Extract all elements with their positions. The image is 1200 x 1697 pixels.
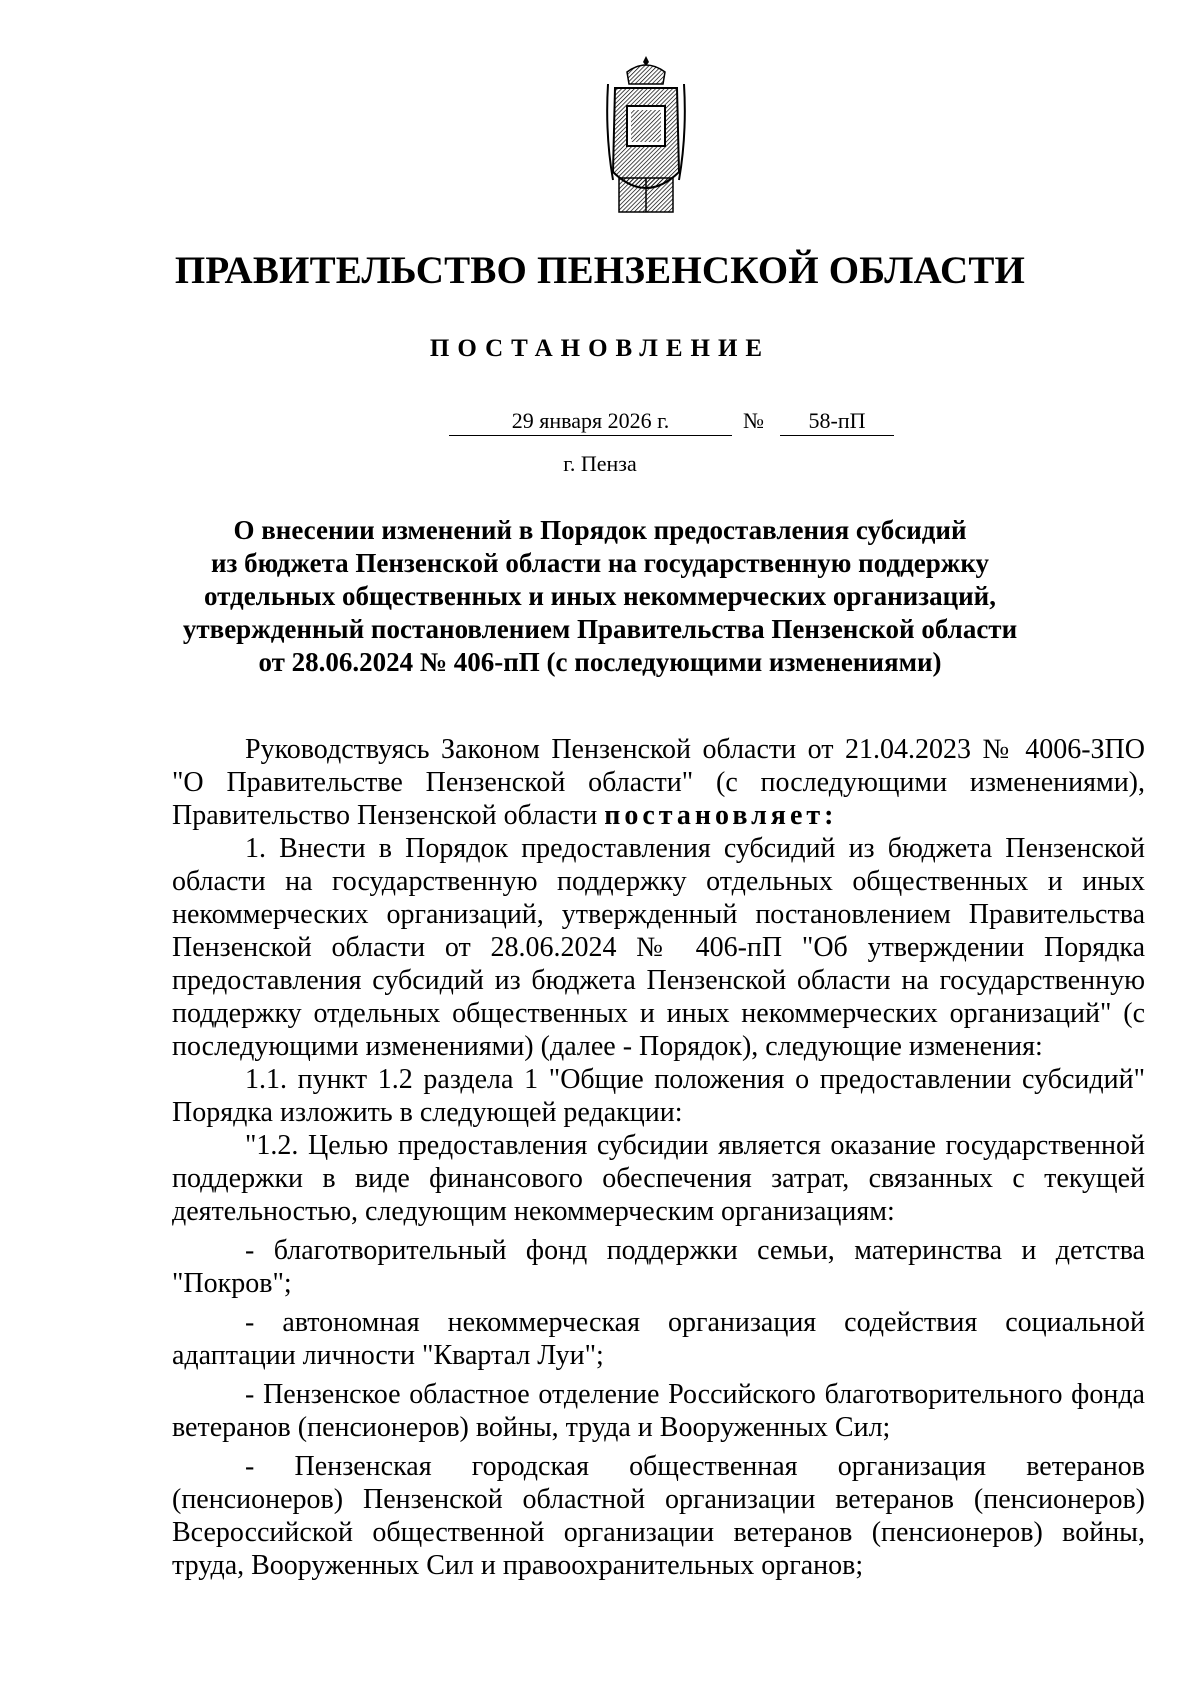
heading-line: из бюджета Пензенской области на государственную поддержку <box>210 548 990 578</box>
list-item: - благотворительный фонд поддержки семьи, материнства и детства "Покров"; <box>172 1235 1145 1299</box>
intro-paragraph <box>172 733 1145 832</box>
coat-of-arms-icon <box>605 54 687 216</box>
document-date: 29 января 2026 г. <box>449 408 732 436</box>
paragraph-1-2: "1.2. Целью предоставления субсидии является оказание государственной поддержки в виде финансового обеспечения затрат, связанных с текущей деятельностью, следующим некоммерческим организациям: <box>172 1130 1145 1227</box>
intro-text: Руководствуясь Законом Пензенской области от 21.04.2023 № 4006-ЗПО "О Правительстве Пензенской области" (с последующими изменениями), Правительство Пензенской области <box>172 734 1145 831</box>
paragraph-1: 1. Внести в Порядок предоставления субсидий из бюджета Пензенской области на государственную поддержку отдельных общественных и иных некоммерческих организаций, утвержденный постановлением Правительства Пензенской области от 28.06.2024 № 406-пП "Об утверждении Порядка предоставления субсидий из бюджета Пензенской области на государственную поддержку отдельных общественных и иных некоммерческих организаций" (с последующими изменениями) (далее - Порядок), следующие изменения: <box>172 833 1145 1062</box>
heading-line: утвержденный постановлением Правительства Пензенской области <box>182 614 1018 644</box>
heading-line: от 28.06.2024 № 406-пП (с последующими изменениями) <box>258 647 942 677</box>
list-item: - Пензенское областное отделение Российского благотворительного фонда ветеранов (пенсионеров) войны, труда и Вооруженных Сил; <box>172 1379 1145 1443</box>
paragraph-1-1: 1.1. пункт 1.2 раздела 1 "Общие положения о предоставлении субсидий" Порядка изложить в следующей редакции: <box>172 1064 1145 1128</box>
date-number-line <box>449 408 894 440</box>
heading-line: О внесении изменений в Порядок предоставления субсидий <box>233 515 967 545</box>
number-sign: № <box>743 408 764 433</box>
document-body <box>172 733 1145 1588</box>
document-heading <box>150 514 1050 679</box>
government-title: ПРАВИТЕЛЬСТВО ПЕНЗЕНСКОЙ ОБЛАСТИ <box>174 249 1026 292</box>
document-city: г. Пенза <box>563 451 637 476</box>
list-item: - автономная некоммерческая организация содействия социальной адаптации личности "Квартал Луи"; <box>172 1307 1145 1371</box>
document-type: ПОСТАНОВЛЕНИЕ <box>429 335 771 362</box>
document-number: 58-пП <box>780 408 894 436</box>
list-item: - Пензенская городская общественная организация ветеранов (пенсионеров) Пензенской областной организации ветеранов (пенсионеров) Всероссийской общественной организации ветеранов (пенсионеров) войны, труда, Вооруженных Сил и правоохранительных органов; <box>172 1451 1145 1581</box>
heading-line: отдельных общественных и иных некоммерческих организаций, <box>203 581 996 611</box>
decree-word: постановляет: <box>604 800 838 831</box>
